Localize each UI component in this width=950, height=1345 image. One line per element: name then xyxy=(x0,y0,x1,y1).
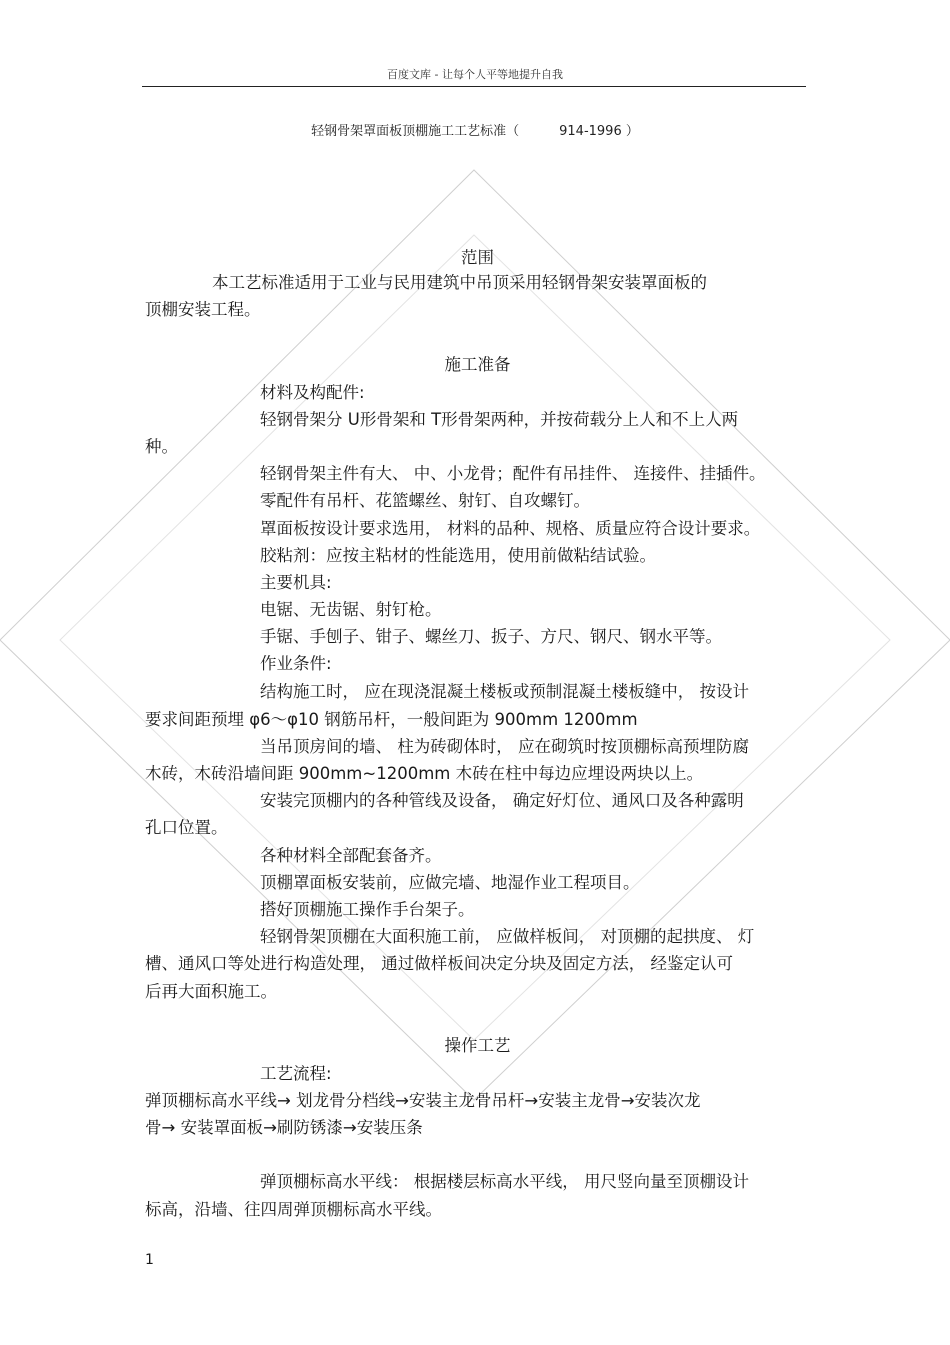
paragraph-line: 轻钢骨架主件有大、 中、小龙骨；配件有吊挂件、 连接件、挂插件。 xyxy=(260,464,766,483)
header-site: 百度文库 xyxy=(387,68,432,81)
paragraph-line: 零配件有吊杆、花篮螺丝、射钉、自攻螺钉。 xyxy=(260,491,590,510)
section-heading-preparation: 施工准备 xyxy=(444,355,511,374)
paragraph-line: 顶棚安装工程。 xyxy=(145,300,261,319)
paragraph-line: 电锯、无齿锯、射钉枪。 xyxy=(260,600,442,619)
paragraph-line: 各种材料全部配套备齐。 xyxy=(260,846,442,865)
paragraph-line: 结构施工时， 应在现浇混凝土楼板或预制混凝土楼板缝中， 按设计 xyxy=(260,682,749,701)
paragraph-line: 当吊顶房间的墙、 柱为砖砌体时， 应在砌筑时按顶棚标高预埋防腐 xyxy=(260,737,749,756)
paragraph-line: 手锯、手刨子、钳子、螺丝刀、扳子、方尺、钢尺、钢水平等。 xyxy=(260,627,722,646)
paragraph-line: 标高，沿墙、往四周弹顶棚标高水平线。 xyxy=(145,1200,442,1219)
paragraph-line: 要求间距预埋 φ6～φ10 钢筋吊杆，一般间距为 900mm 1200mm xyxy=(145,710,638,729)
section-heading-process: 操作工艺 xyxy=(444,1036,511,1055)
title-code: 914-1996 ） xyxy=(559,124,639,139)
paragraph-line: 弹顶棚标高水平线： 根据楼层标高水平线， 用尺竖向量至顶棚设计 xyxy=(260,1172,749,1191)
header-text xyxy=(0,66,950,82)
paragraph-line: 作业条件: xyxy=(260,654,332,673)
section-heading-scope: 范围 xyxy=(461,248,494,267)
paragraph-line: 工艺流程: xyxy=(260,1064,332,1083)
paragraph-line: 槽、通风口等处进行构造处理， 通过做样板间决定分块及固定方法， 经鉴定认可 xyxy=(145,954,733,973)
header-separator: - xyxy=(431,68,442,81)
paragraph-line: 孔口位置。 xyxy=(145,818,228,837)
header-slogan: 让每个人平等地提升自我 xyxy=(441,68,563,81)
paragraph-line: 轻钢骨架顶棚在大面积施工前， 应做样板间， 对顶棚的起拱度、 灯 xyxy=(260,927,755,946)
paragraph-line: 种。 xyxy=(145,437,178,456)
paragraph-line: 弹顶棚标高水平线→ 划龙骨分档线→安装主龙骨吊杆→安装主龙骨→安装次龙 xyxy=(145,1091,701,1110)
paragraph-line: 轻钢骨架分 U形骨架和 T形骨架两种，并按荷载分上人和不上人两 xyxy=(260,410,739,429)
paragraph-line: 搭好顶棚施工操作手台架子。 xyxy=(260,900,475,919)
paragraph-line: 木砖，木砖沿墙间距 900mm~1200mm 木砖在柱中每边应埋设两块以上。 xyxy=(145,764,704,783)
paragraph-line: 本工艺标准适用于工业与民用建筑中吊顶采用轻钢骨架安装罩面板的 xyxy=(212,273,707,292)
header-rule xyxy=(142,86,806,87)
paragraph-line: 罩面板按设计要求选用， 材料的品种、规格、质量应符合设计要求。 xyxy=(260,519,761,538)
paragraph-line: 骨→ 安装罩面板→刷防锈漆→安装压条 xyxy=(145,1118,423,1137)
paragraph-line: 主要机具: xyxy=(260,573,332,592)
paragraph-line: 胶粘剂：应按主粘材的性能选用，使用前做粘结试验。 xyxy=(260,546,656,565)
paragraph-line: 安装完顶棚内的各种管线及设备， 确定好灯位、通风口及各种露明 xyxy=(260,791,744,810)
document-title xyxy=(0,120,950,139)
paragraph-line: 顶棚罩面板安装前，应做完墙、地湿作业工程项目。 xyxy=(260,873,640,892)
page-number: 1 xyxy=(145,1252,154,1268)
title-main: 轻钢骨架罩面板顶棚施工工艺标准（ xyxy=(311,124,520,139)
paragraph-line: 材料及构配件: xyxy=(260,383,365,402)
paragraph-line: 后再大面积施工。 xyxy=(145,982,277,1001)
